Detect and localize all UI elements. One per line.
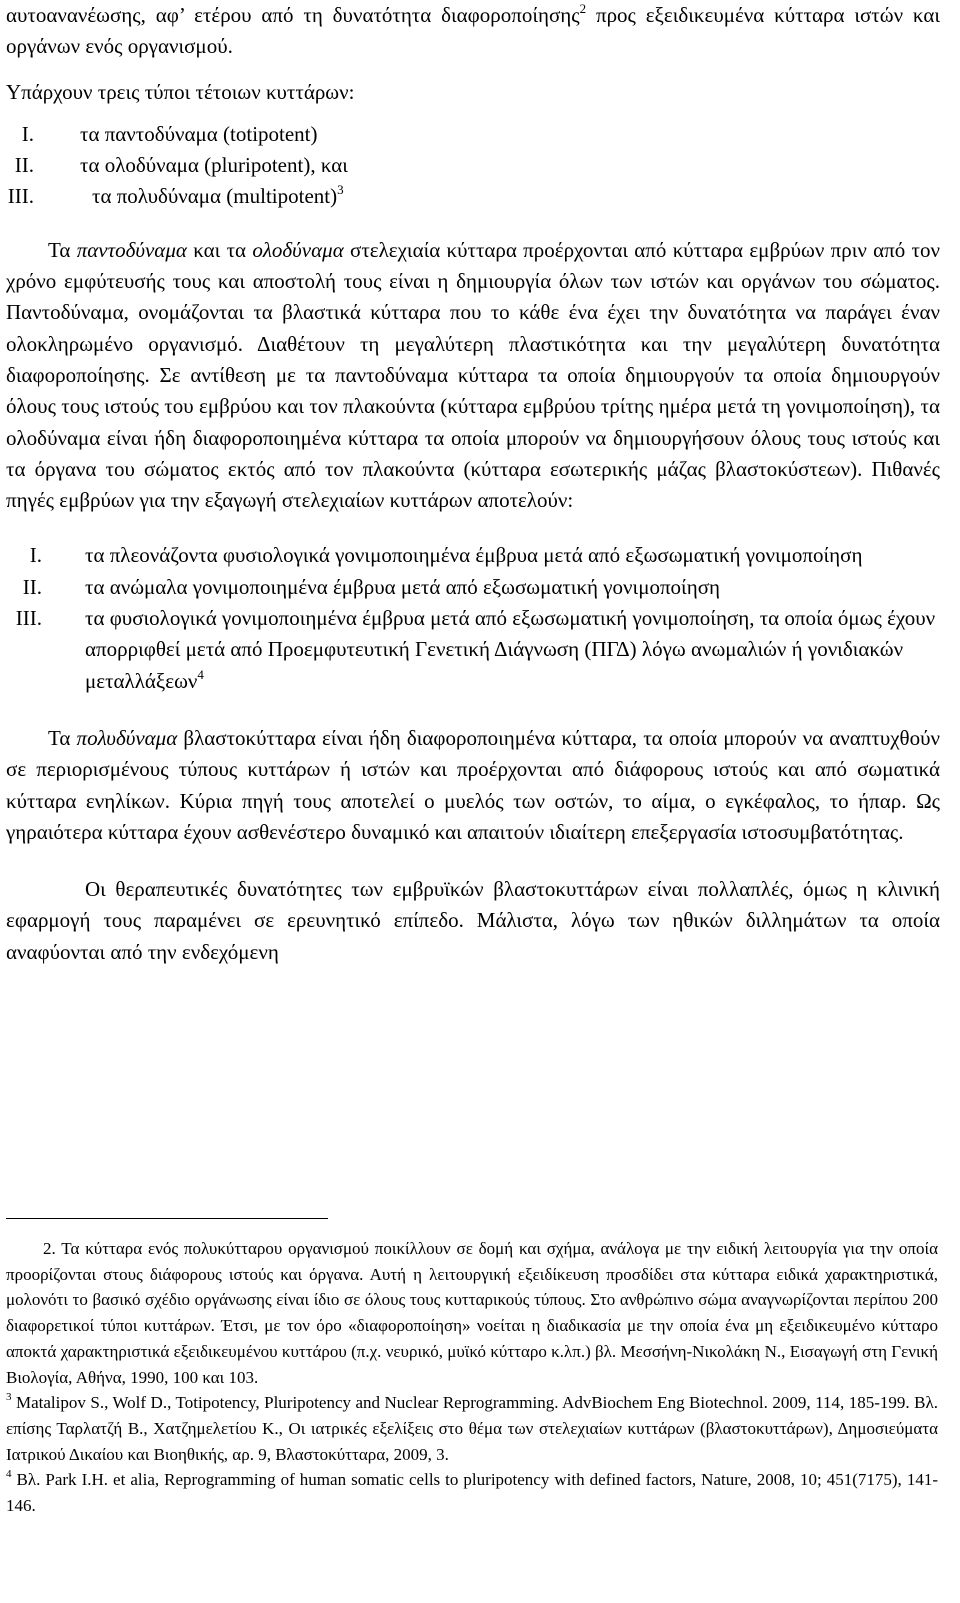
footnote-3 — [6, 1390, 938, 1467]
footnote-ref-2[interactable]: 2 — [579, 1, 587, 16]
footnote-4-text: Βλ. Park I.H. et alia, Reprogramming of human somatic cells to pluripotency with defined factors, Nature, 2008, 10; 451(7175), 141-146. — [6, 1470, 938, 1516]
footnotes — [6, 1236, 938, 1519]
para1-start: Τα — [48, 237, 77, 262]
para1-rest: στελεχιαία κύτταρα προέρχονται από κύτταρα εμβρύων πριν από τον χρόνο εμφύτευσής τους και αποστολή τους είναι η δημιουργία όλων των ιστών και οργάνων του σώματος. Παντοδύναμα, ονομάζονται τα βλαστικά κύτταρα που το κάθε ένα έχει την δυνατότητα να παράγει έναν ολοκληρωμένο οργανισμό. Διαθέτουν τη μεγαλύτερη πλαστικότητα και την μεγαλύτερη δυνατότητα διαφοροποίησης. Σε αντίθεση με τα παντοδύναμα κύτταρα τα οποία δημιουργούν τα οποία δημιουργούν όλους τους ιστούς του εμβρύου και τον πλακούντα (κύτταρα εμβρύου τρίτης ημέρα μετά τη γονιμοποίηση), τα ολοδύναμα είναι ήδη διαφοροποιημένα κύτταρα τα οποία μπορούν να δημιουργήσουν όλους τους ιστούς και τα όργανα του σώματος εκτός από τον πλακούντα (κύτταρα εσωτερικής μάζας βλαστοκύστεων). Πιθανές πηγές εμβρύων για την εξαγωγή στελεχιαίων κυττάρων αποτελούν: — [6, 237, 940, 513]
para2-start: Τα — [48, 725, 77, 750]
types-list — [6, 119, 940, 213]
footnote-4 — [6, 1467, 938, 1518]
footnote-ref-3[interactable]: 3 — [337, 182, 344, 198]
list-item-text: τα ανώμαλα γονιμοποιημένα έμβρυα μετά από εξωσωματική γονιμοποίηση — [85, 574, 720, 599]
types-heading: Υπάρχουν τρεις τύποι τέτοιων κυττάρων: — [6, 79, 355, 104]
list-number: II. — [22, 574, 42, 599]
footnote-2: 2. Τα κύτταρα ενός πολυκύτταρου οργανισμού ποικίλλουν σε δομή και σχήμα, ανάλογα με την ειδική λειτουργία για την οποία προορίζονται στους διάφορους ιστούς και όργανα. Αυτή η λειτουργική εξειδίκευση προσδίδει στα κύτταρα ειδικά χαρακτηριστικά, μολονότι το βασικό σχέδιο οργάνωσης είναι ίδιο σε όλους τους κυτταρικούς τύπους. Στο ανθρώπινο σώμα αναγνωρίζονται περίπου 200 διαφορετικοί τύποι κυττάρων. Έτσι, με τον όρο «διαφοροποίηση» νοείται η διαδικασία με την οποία ένα μη εξειδικευμένο κύτταρο αποκτά χαρακτηριστικά εξειδικευμένου κυττάρου (π.χ. νευρικό, μυϊκό κύτταρο κ.λπ.) βλ. Μεσσήνη-Νικολάκη Ν., Εισαγωγή στη Γενική Βιολογία, Αθήνα, 1990, 100 και 103. — [6, 1239, 938, 1387]
list-item — [6, 150, 940, 181]
paragraph-multipotent — [6, 723, 940, 848]
intro-paragraph — [6, 0, 940, 63]
paragraph-therapeutic: Οι θεραπευτικές δυνατότητες των εμβρυϊκών βλαστοκυττάρων είναι πολλαπλές, όμως η κλινική εφαρμογή τους παραμένει σε ερευνητικό επίπεδο. Μάλιστα, λόγω των ηθικών διλλημάτων τα οποία αναφύονται από την ενδεχόμενη — [6, 877, 940, 964]
footnote-ref-4[interactable]: 4 — [197, 666, 204, 682]
footnote-3-mark: 3 — [6, 1391, 12, 1404]
list-item — [6, 181, 940, 212]
list-number: III. — [7, 184, 34, 209]
footnote-4-mark: 4 — [6, 1468, 12, 1481]
sources-list — [6, 540, 940, 696]
list-item — [6, 119, 940, 150]
intro-text: αυτοανανέωσης, αφ’ ετέρου από τη δυνατότητα διαφοροποίησης — [6, 3, 580, 27]
list-item-text: τα ολοδύναμα (pluripotent), και — [80, 153, 348, 178]
list-number: I. — [29, 543, 42, 568]
list-item — [6, 540, 940, 571]
list-number: I. — [21, 121, 34, 146]
list-item-text: τα παντοδύναμα (totipotent) — [80, 121, 318, 146]
main-text — [6, 0, 940, 968]
paragraph-totipotent-pluripotent — [6, 235, 940, 517]
para2-rest: βλαστοκύτταρα είναι ήδη διαφοροποιημένα κύτταρα, τα οποία μπορούν να αναπτυχθούν σε περιορισμένους τύπους κυττάρων ή ιστών και προέρχονται από διάφορους ιστούς και από σωματικά κύτταρα ενηλίκων. Κύρια πηγή τους αποτελεί ο μυελός των οστών, το αίμα, ο εγκέφαλος, το ήπαρ. Ως γηραιότερα κύτταρα έχουν ασθενέστερο δυναμικό και απαιτούν ιδιαίτερη επεξεργασία ιστοσυμβατότητας. — [6, 725, 940, 844]
list-item-text: τα πλεονάζοντα φυσιολογικά γονιμοποιημένα έμβρυα μετά από εξωσωματική γονιμοποίηση — [85, 543, 863, 568]
para1-mid: και τα — [186, 237, 253, 262]
list-item — [6, 572, 940, 603]
footnote-separator — [6, 1218, 328, 1219]
list-number: III. — [15, 606, 42, 631]
footnote-3-text: Matalipov S., Wolf D., Totipotency, Pluripotency and Nuclear Reprogramming. AdvBiochem Eng Biotechnol. 2009, 114, 185-199. Βλ. επίσης Ταρλατζή Β., Χατζημελετίου Κ., Οι ιατρικές εξελίξεις στο θέμα των στελεχιαίων κυττάρων (βλαστοκυττάρων), Δημοσιεύματα Ιατρικού Δικαίου και Βιοηθικής, αρ. 9, Βλαστοκύτταρα, 2009, 3. — [6, 1393, 938, 1464]
list-item — [6, 603, 940, 697]
emphasis-pluripotent: ολοδύναμα — [252, 237, 344, 262]
list-item-text: τα φυσιολογικά γονιμοποιημένα έμβρυα μετά από εξωσωματική γονιμοποίηση, τα οποία όμως έχουν απορριφθεί μετά από Προεμφυτευτική Γενετική Διάγνωση (ΠΓΔ) λόγω ανωμαλιών ή γονιδιακών μεταλλάξεων — [85, 606, 936, 693]
list-item-text: τα πολυδύναμα (multipotent) — [92, 184, 338, 209]
list-number: II. — [14, 153, 34, 178]
emphasis-multipotent: πολυδύναμα — [76, 725, 178, 750]
intro-text-end: προς εξειδικευμένα κύτταρα ιστών και οργάνων ενός οργανισμού. — [6, 3, 940, 59]
emphasis-totipotent: παντοδύναμα — [76, 237, 187, 262]
